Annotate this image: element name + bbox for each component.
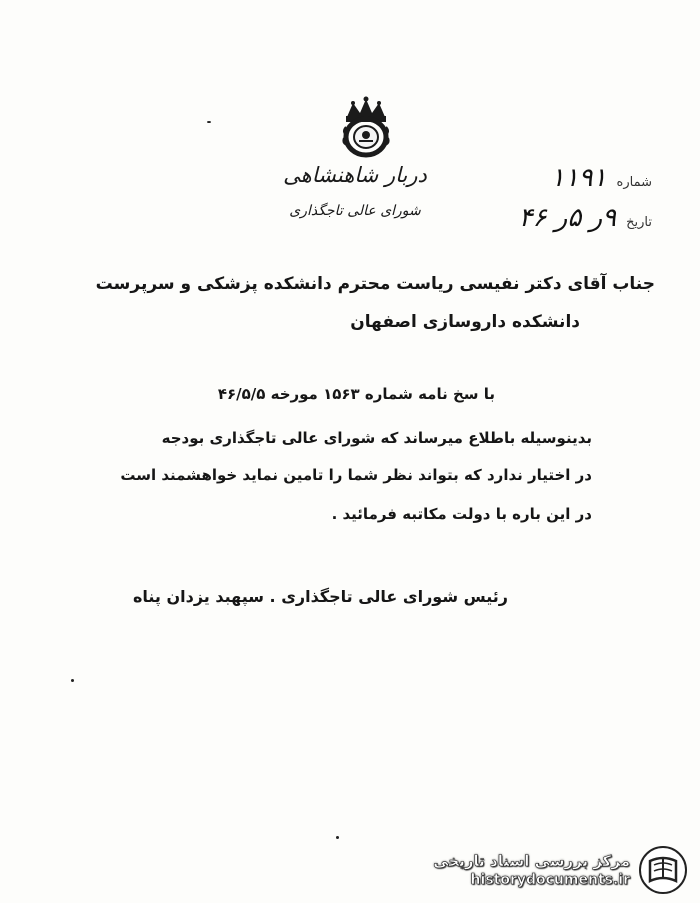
number-row (551, 163, 652, 193)
book-logo-icon (638, 845, 688, 895)
body-line: در اختیار ندارد که بتواند نظر شما را تامین نماید خواهشمند است (120, 466, 592, 484)
crown-emblem (333, 95, 399, 161)
number-value: ۱۱۹۱ (550, 163, 607, 193)
ink-speck (336, 836, 339, 839)
letterhead-subtitle: شورای عالی تاجگذاری (289, 203, 421, 219)
watermark-url: historydocuments.ir (470, 872, 630, 888)
watermark (433, 845, 688, 895)
number-label: شماره (616, 175, 652, 190)
reference-line: با سخ نامه شماره ۱۵۶۳ مورخه ۴۶/۵/۵ (217, 385, 495, 403)
body-line: در این باره با دولت مکاتبه فرمائید . (331, 505, 592, 523)
watermark-name: مرکز بررسی اسناد تاریخی (433, 852, 630, 870)
date-label: تاریخ (626, 215, 652, 230)
body-line: بدینوسیله باطلاع میرساند که شورای عالی تاجگذاری بودجه (161, 429, 592, 447)
date-value: ۹ر ۵ر ۴۶ (518, 203, 617, 233)
addressee-line: جناب آقای دکتر نفیسی ریاست محترم دانشکده پزشکی و سرپرست (95, 274, 655, 294)
ink-speck (71, 679, 74, 682)
ink-speck (207, 121, 211, 123)
watermark-text (433, 852, 630, 888)
addressee-line-2: دانشکده داروسازی اصفهان (350, 312, 580, 332)
signature-line: رئیس شورای عالی تاجگذاری . سپهبد یزدان پناه (132, 587, 508, 606)
date-row (519, 203, 652, 233)
letterhead-title: دربار شاهنشاهی (283, 163, 427, 187)
